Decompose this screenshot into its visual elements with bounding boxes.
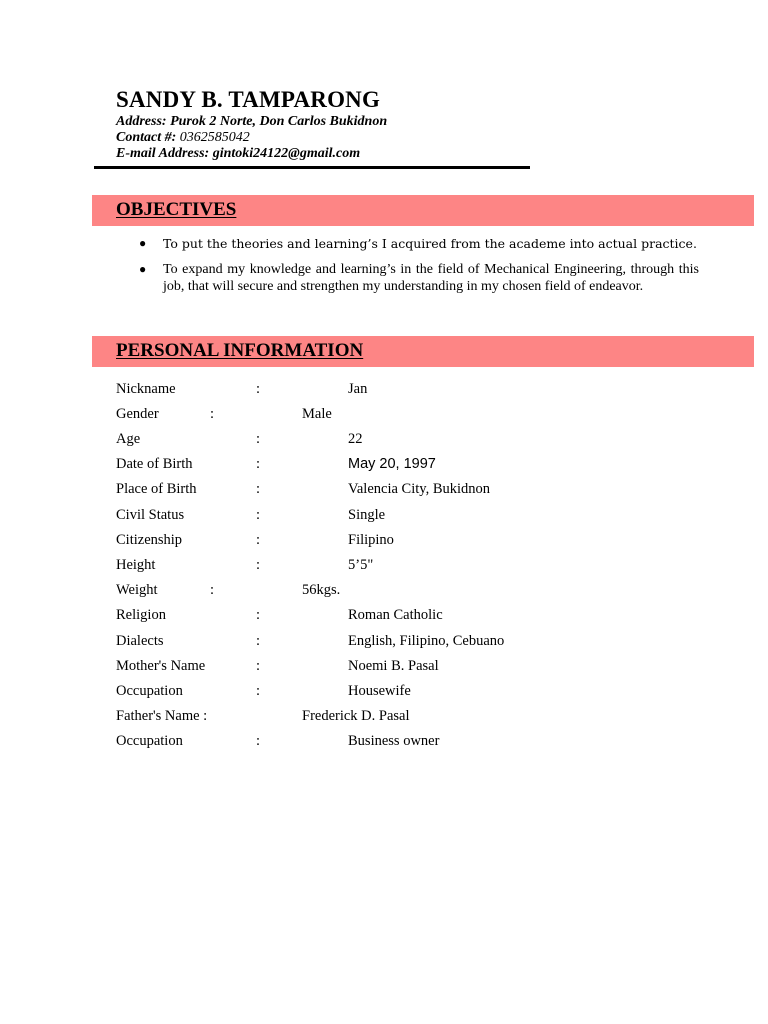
info-label: Religion bbox=[116, 607, 166, 623]
info-value: Roman Catholic bbox=[348, 607, 443, 623]
info-value: Valencia City, Bukidnon bbox=[348, 481, 491, 497]
email-line bbox=[116, 146, 387, 162]
info-colon: : bbox=[256, 557, 261, 573]
info-label: Nickname bbox=[116, 381, 176, 397]
info-value: 56kgs. bbox=[302, 582, 341, 598]
info-value: Filipino bbox=[348, 532, 394, 548]
info-colon: : bbox=[210, 582, 215, 598]
contact-value: 0362585042 bbox=[179, 130, 250, 145]
info-label: Mother's Name bbox=[116, 658, 206, 674]
info-label: Height bbox=[116, 557, 156, 573]
info-label: Place of Birth bbox=[116, 481, 197, 497]
resume-header bbox=[116, 86, 387, 162]
info-value: English, Filipino, Cebuano bbox=[348, 633, 505, 649]
address-value: Purok 2 Norte, Don Carlos Bukidnon bbox=[170, 114, 388, 129]
objective-item bbox=[139, 261, 699, 295]
info-colon: : bbox=[256, 431, 261, 447]
info-label: Date of Birth bbox=[116, 456, 193, 472]
email-value: gintoki24122@gmail.com bbox=[212, 146, 361, 161]
info-colon: : bbox=[256, 507, 261, 523]
contact-label: Contact #: bbox=[116, 130, 177, 145]
info-value: 5’5" bbox=[348, 557, 374, 573]
info-label: Weight bbox=[116, 582, 158, 598]
info-value: Business owner bbox=[348, 733, 440, 749]
bullet-icon: ● bbox=[139, 262, 147, 276]
info-label: Dialects bbox=[116, 633, 164, 649]
address-label: Address: bbox=[116, 114, 167, 129]
contact-line bbox=[116, 130, 387, 146]
info-colon: : bbox=[256, 607, 261, 623]
info-colon: : bbox=[256, 532, 261, 548]
info-colon: : bbox=[256, 683, 261, 699]
info-label: Father's Name : bbox=[116, 708, 208, 724]
objectives-section-bar bbox=[92, 195, 754, 226]
info-value: May 20, 1997 bbox=[348, 456, 436, 472]
objective-item bbox=[139, 235, 699, 253]
info-value: Jan bbox=[348, 381, 368, 397]
objective-text: To expand my knowledge and learning’s in the field of Mechanical Engineering, through this job, that will secure and strengthen my understanding in my chosen field of endeavor. bbox=[163, 262, 699, 294]
info-label: Civil Status bbox=[116, 507, 185, 523]
info-value: Housewife bbox=[348, 683, 411, 699]
email-label: E-mail Address: bbox=[116, 146, 210, 161]
info-label: Occupation bbox=[116, 683, 183, 699]
info-label: Gender bbox=[116, 406, 159, 422]
info-value: 22 bbox=[348, 431, 363, 447]
info-label: Citizenship bbox=[116, 532, 183, 548]
info-colon: : bbox=[256, 481, 261, 497]
address-line bbox=[116, 114, 387, 130]
info-value: Single bbox=[348, 507, 386, 523]
info-label: Age bbox=[116, 431, 141, 447]
info-colon: : bbox=[210, 406, 215, 422]
info-label: Occupation bbox=[116, 733, 183, 749]
info-colon: : bbox=[256, 733, 261, 749]
info-colon: : bbox=[256, 381, 261, 397]
info-colon: : bbox=[256, 633, 261, 649]
personal-info-section-bar bbox=[92, 336, 754, 367]
applicant-name: SANDY B. TAMPARONG bbox=[116, 87, 381, 112]
bullet-icon: ● bbox=[139, 236, 147, 250]
personal-info-title: PERSONAL INFORMATION bbox=[116, 340, 364, 361]
objectives-list bbox=[139, 235, 699, 303]
objective-text: To put the theories and learning’s I acquired from the academe into actual practice. bbox=[163, 236, 697, 251]
info-value: Male bbox=[302, 406, 332, 422]
objectives-title: OBJECTIVES bbox=[116, 199, 237, 220]
info-value: Noemi B. Pasal bbox=[348, 658, 439, 674]
info-value: Frederick D. Pasal bbox=[302, 708, 410, 724]
header-divider bbox=[94, 166, 530, 169]
info-colon: : bbox=[256, 658, 261, 674]
info-colon: : bbox=[256, 456, 261, 472]
